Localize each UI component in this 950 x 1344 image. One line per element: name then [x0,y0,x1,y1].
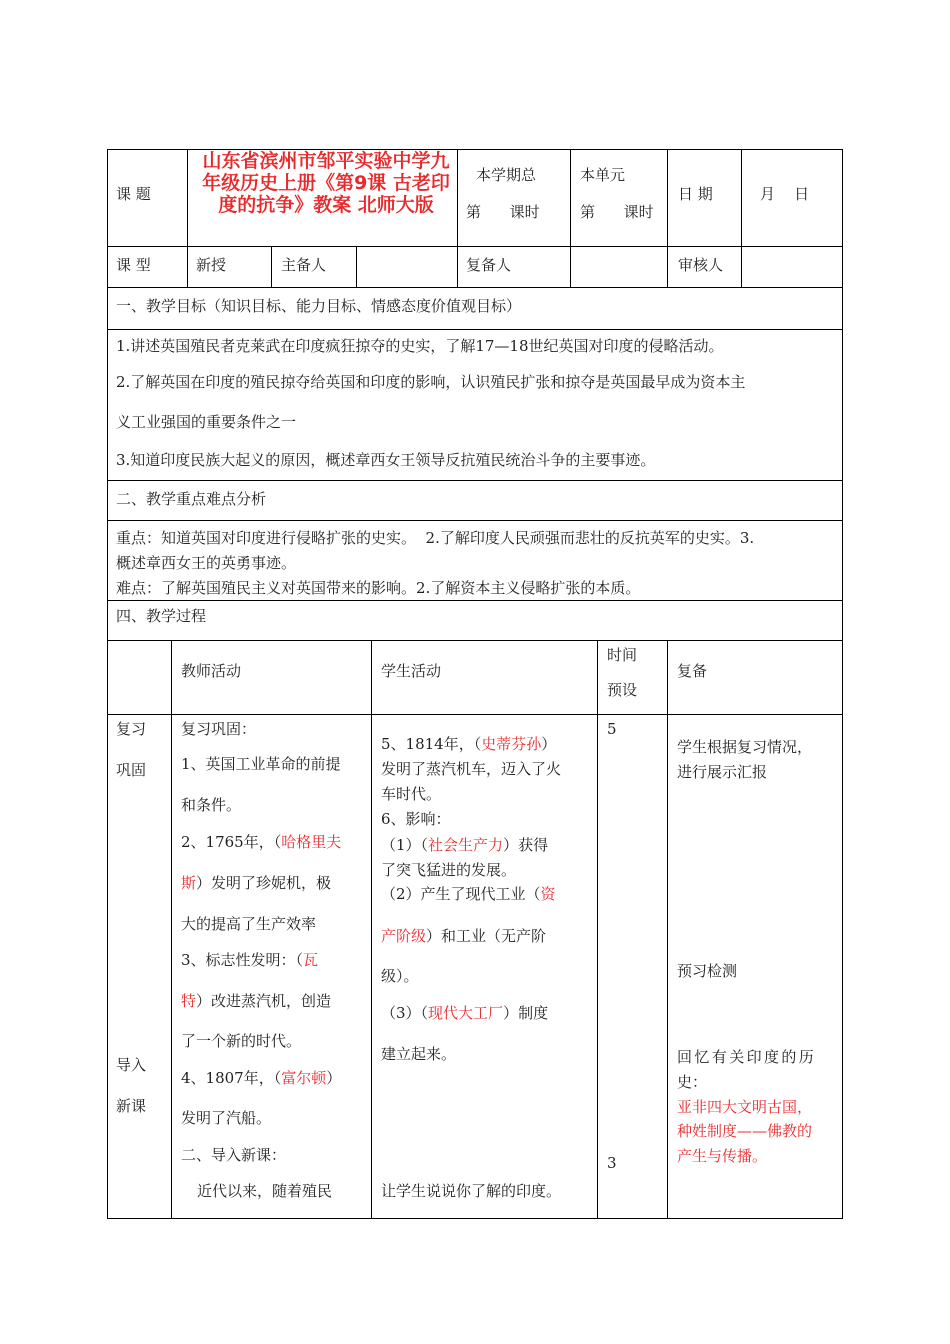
student-line: 让学生说说你了解的印度。 [381,1182,562,1200]
divider [107,480,843,481]
answer-text: 社会生产力 [428,836,504,854]
auditor-label: 审核人 [678,256,724,274]
student-line: 6、影响： [381,810,451,828]
review-line: 回忆有关印度的历 [677,1048,817,1066]
col-time-2: 预设 [607,681,638,699]
answer-text: 哈格里夫 [281,833,342,851]
stage-review-1: 复习 [116,720,147,738]
student-text: （2）产生了现代工业（ [381,885,541,903]
goal-item-2b: 义工业强国的重要条件之一 [116,413,297,431]
answer-text: 现代大工厂 [428,1004,504,1022]
answer-text: 史蒂芬孙 [481,735,542,753]
student-text: 5、1814年，（ [381,735,482,753]
col-teacher-activity: 教师活动 [181,662,242,680]
divider [356,246,357,287]
student-text: （3）（ [381,1004,429,1022]
time-value-review: 5 [607,720,617,738]
review-answer-line: 产生与传播。 [677,1147,768,1165]
reviewer-label: 复备人 [466,256,512,274]
col-time-1: 时间 [607,646,638,664]
keypoints-line-1: 重点：知道英国对印度进行侵略扩张的史实。 2.了解印度人民顽强而悲壮的反抗英军的史实。3. [116,529,755,547]
stage-intro-1: 导入 [116,1056,147,1074]
student-line [381,1003,548,1023]
teacher-line [181,873,331,893]
student-text: ） [541,735,557,753]
divider [667,149,668,287]
time-value-intro: 3 [607,1154,617,1172]
divider [107,640,843,641]
review-answer-line: 亚非四大文明古国， [677,1098,813,1116]
teacher-text: 2、1765年，（ [181,833,282,851]
divider [107,287,843,288]
goal-item-2a: 2.了解英国在印度的殖民掠夺给英国和印度的影响，认识殖民扩张和掠夺是英国最早成为资本主 [116,373,746,391]
divider [457,149,458,287]
student-line: 建立起来。 [381,1045,457,1063]
divider [741,149,742,287]
student-line [381,926,546,946]
goal-item-1: 1.讲述英国殖民者克莱武在印度疯狂掠夺的史实，了解17—18世纪英国对印度的侵略活动。 [116,337,724,355]
goal-item-3: 3.知道印度民族大起义的原因，概述章西女王领导反抗殖民统治斗争的主要事迹。 [116,451,656,469]
topic-label: 课 题 [116,185,151,203]
student-text: ）制度 [503,1004,549,1022]
teacher-text: 4、1807年，（ [181,1069,282,1087]
col-review: 复备 [677,662,708,680]
teacher-text: ） [326,1069,342,1087]
teacher-line: 发明了汽船。 [181,1109,272,1127]
preparer-label: 主备人 [281,256,327,274]
unit-label: 本单元 [580,166,626,184]
answer-text: 资 [540,885,556,903]
divider [171,640,172,1218]
date-label: 日 期 [678,185,713,203]
divider [107,520,843,521]
divider [107,714,843,715]
divider [107,329,843,330]
teacher-line [181,832,341,852]
teacher-line [181,991,331,1011]
goals-heading: 一、教学目标（知识目标、能力目标、情感态度价值观目标） [116,297,522,315]
student-text: ）和工业（无产阶 [426,927,547,945]
review-line: 进行展示汇报 [677,763,768,781]
term-total-label: 本学期总 [476,166,537,184]
teacher-line: 了一个新的时代。 [181,1032,302,1050]
teacher-text: ）发明了珍妮机，极 [196,874,332,892]
student-text: （1）（ [381,836,429,854]
teacher-line: 复习巩固： [181,720,257,738]
answer-text: 瓦 [303,951,319,969]
answer-text: 富尔顿 [281,1069,327,1087]
student-line: 级）。 [381,967,419,985]
divider [187,149,188,287]
table-outer-right [842,149,843,1219]
divider [570,149,571,287]
table-outer-left [107,149,108,1219]
student-line: 了突飞猛进的发展。 [381,861,517,879]
answer-text: 特 [181,992,197,1010]
student-text: ）获得 [503,836,549,854]
teacher-line: 大的提高了生产效率 [181,915,317,933]
teacher-line [181,1068,341,1088]
teacher-line: 1、英国工业革命的前提 [181,755,341,773]
process-heading: 四、教学过程 [116,607,207,625]
answer-text: 产阶级 [381,927,427,945]
student-line: 车时代。 [381,785,442,803]
divider [271,246,272,287]
type-label: 课 型 [116,256,151,274]
teacher-line: 近代以来，随着殖民 [197,1182,333,1200]
student-line [381,835,548,855]
student-line [381,734,556,754]
divider [371,640,372,1218]
divider [107,246,843,247]
table-bottom [107,1218,843,1219]
lesson-title: 山东省滨州市邹平实验中学九年级历史上册《第9课 古老印度的抗争》教案 北师大版 [202,150,450,216]
stage-intro-2: 新课 [116,1097,147,1115]
stage-review-2: 巩固 [116,761,147,779]
unit-period-label: 第 课时 [580,203,654,221]
answer-text: 斯 [181,874,197,892]
date-value: 月 日 [760,185,810,203]
student-line: 发明了蒸汽机车，迈入了火 [381,760,562,778]
review-line: 学生根据复习情况， [677,738,813,756]
teacher-line [181,950,318,970]
keypoints-line-3: 难点：了解英国殖民主义对英国带来的影响。2.了解资本主义侵略扩张的本质。 [116,579,641,597]
divider [107,600,843,601]
type-value: 新授 [196,256,227,274]
term-period-label: 第 课时 [466,203,540,221]
divider [667,640,668,1218]
student-line [381,884,556,904]
review-answer-line: 种姓制度——佛教的 [677,1122,813,1140]
teacher-line: 二、导入新课： [181,1146,287,1164]
keypoints-line-2: 概述章西女王的英勇事迹。 [116,554,297,572]
teacher-text: 3、标志性发明：（ [181,951,304,969]
col-student-activity: 学生活动 [381,662,442,680]
review-line: 预习检测 [677,962,738,980]
keypoints-heading: 二、教学重点难点分析 [116,490,267,508]
review-line: 史： [677,1073,708,1091]
teacher-line: 和条件。 [181,796,242,814]
teacher-text: ）改进蒸汽机，创造 [196,992,332,1010]
divider [597,640,598,1218]
